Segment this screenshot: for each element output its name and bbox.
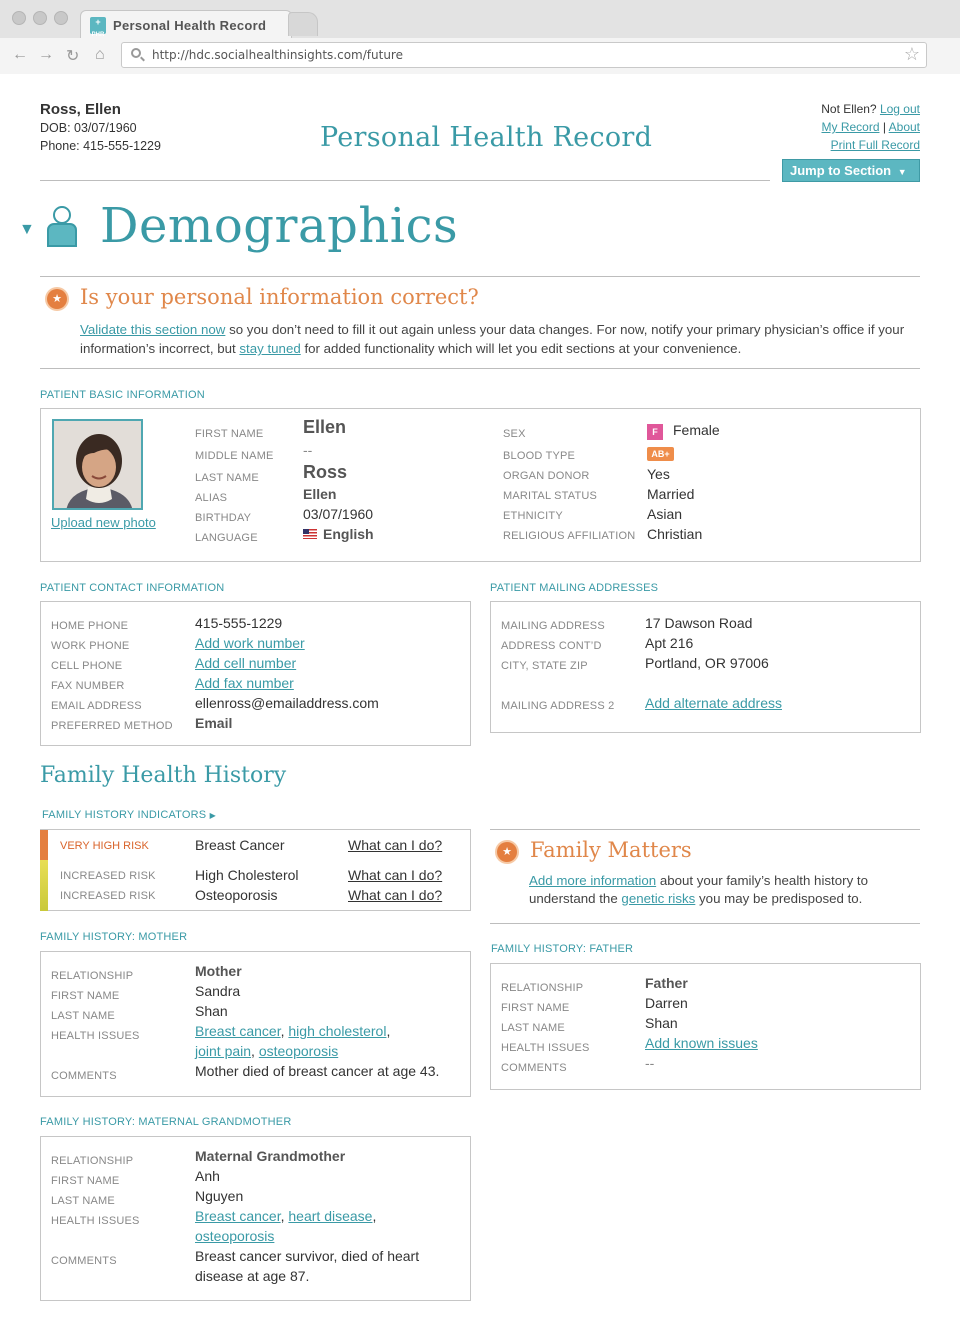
- contact-heading: PATIENT CONTACT INFORMATION: [40, 582, 225, 594]
- add-alternate-address-link[interactable]: Add alternate address: [645, 695, 782, 711]
- patient-photo: [52, 419, 143, 510]
- risk-level: INCREASED RISK: [60, 890, 156, 902]
- issue-link[interactable]: heart disease: [288, 1208, 373, 1224]
- mailing-values: [645, 613, 782, 713]
- issue-link[interactable]: osteoporosis: [258, 1043, 339, 1059]
- email-value: ellenross@emailaddress.com: [195, 695, 379, 711]
- notice-body: [80, 320, 930, 358]
- organ-donor-value: Yes: [647, 466, 670, 482]
- forward-arrow-icon[interactable]: →: [38, 46, 54, 63]
- preferred-method-value: Email: [195, 715, 233, 731]
- comments-label: COMMENTS: [51, 1255, 117, 1267]
- risk-condition: Osteoporosis: [195, 887, 278, 903]
- chevron-right-icon: ▶: [209, 811, 216, 820]
- add-known-issues-link[interactable]: Add known issues: [645, 1035, 758, 1051]
- contact-labels: [51, 616, 173, 736]
- contact-values: [195, 613, 379, 733]
- section-title: Demographics: [100, 198, 459, 254]
- birthday-label: BIRTHDAY: [195, 512, 252, 524]
- window-close-button[interactable]: [12, 11, 26, 25]
- add-work-number-link[interactable]: Add work number: [195, 635, 305, 651]
- health-issues-label: HEALTH ISSUES: [51, 1030, 140, 1042]
- father-heading: FAMILY HISTORY: FATHER: [491, 943, 634, 955]
- contact-card: [40, 601, 471, 746]
- relationship-label: RELATIONSHIP: [51, 970, 134, 982]
- father-labels: [501, 978, 590, 1078]
- first-name-label: FIRST NAME: [51, 1175, 120, 1187]
- sex-value: [647, 422, 897, 444]
- grandmother-heading: FAMILY HISTORY: MATERNAL GRANDMOTHER: [40, 1116, 292, 1128]
- address-bar[interactable]: [121, 42, 927, 68]
- comments-label: COMMENTS: [51, 1070, 117, 1082]
- marital-status-label: MARITAL STATUS: [503, 490, 598, 502]
- what-can-i-do-link[interactable]: What can I do?: [348, 887, 443, 903]
- tab-title: Personal Health Record: [113, 18, 267, 33]
- last-name-value: Shan: [195, 1003, 228, 1019]
- father-card: [490, 963, 921, 1090]
- collapse-triangle-icon[interactable]: ▼: [19, 221, 35, 238]
- bookmark-star-icon[interactable]: ☆: [903, 44, 920, 64]
- language-value: [303, 526, 503, 546]
- what-can-i-do-link[interactable]: What can I do?: [348, 837, 443, 853]
- what-can-i-do-link[interactable]: What can I do?: [348, 867, 443, 883]
- my-record-link[interactable]: My Record: [821, 120, 880, 134]
- grandmother-labels: [51, 1151, 140, 1271]
- sex-label: SEX: [503, 428, 526, 440]
- health-issues-label: HEALTH ISSUES: [501, 1042, 590, 1054]
- last-name-value: Shan: [645, 1015, 678, 1031]
- mailing-heading: PATIENT MAILING ADDRESSES: [490, 582, 659, 594]
- add-cell-number-link[interactable]: Add cell number: [195, 655, 297, 671]
- about-link[interactable]: About: [888, 120, 920, 134]
- url-text: http://hdc.socialhealthinsights.com/future: [152, 48, 403, 62]
- browser-chrome: [0, 0, 960, 74]
- indicators-heading-text: FAMILY HISTORY INDICATORS: [42, 809, 207, 821]
- comments-value-line-1: Breast cancer survivor, died of heart: [195, 1248, 420, 1264]
- cell-phone-label: CELL PHONE: [51, 660, 123, 672]
- basic-values-col1: [303, 417, 503, 546]
- notice-divider: [40, 368, 920, 369]
- comments-value: --: [645, 1055, 655, 1071]
- risk-condition: Breast Cancer: [195, 837, 285, 853]
- print-row: [720, 138, 920, 152]
- jump-to-section-button[interactable]: [782, 159, 920, 182]
- basic-info-heading: PATIENT BASIC INFORMATION: [40, 389, 205, 401]
- mailing-address-value: 17 Dawson Road: [645, 615, 753, 631]
- organ-donor-label: ORGAN DONOR: [503, 470, 590, 482]
- patient-dob: DOB: 03/07/1960: [40, 121, 137, 135]
- ethnicity-value: Asian: [647, 506, 683, 522]
- search-icon: [131, 48, 141, 58]
- fax-label: FAX NUMBER: [51, 680, 125, 692]
- add-more-info-link[interactable]: Add more information: [529, 873, 657, 888]
- record-links: [720, 120, 920, 134]
- home-phone-label: HOME PHONE: [51, 620, 129, 632]
- alias-value: Ellen: [303, 486, 337, 502]
- header-divider: [40, 180, 770, 181]
- star-icon: ★: [47, 289, 67, 309]
- relationship-label: RELATIONSHIP: [51, 1155, 134, 1167]
- logout-link[interactable]: Log out: [879, 102, 920, 116]
- family-history-title: Family Health History: [40, 763, 287, 788]
- mother-labels: [51, 966, 140, 1086]
- first-name-label: FIRST NAME: [51, 990, 120, 1002]
- religion-label: RELIGIOUS AFFILIATION: [503, 530, 636, 542]
- upload-photo-link[interactable]: Upload new photo: [51, 515, 156, 530]
- print-full-record-link[interactable]: Print Full Record: [830, 138, 920, 152]
- mailing-card: [490, 601, 921, 733]
- health-issues-label: HEALTH ISSUES: [51, 1215, 140, 1227]
- link-separator: |: [882, 120, 886, 134]
- star-icon: ★: [497, 842, 517, 862]
- reload-icon[interactable]: ↻: [66, 48, 80, 65]
- matters-top-divider: [490, 829, 920, 830]
- window-maximize-button[interactable]: [54, 11, 68, 25]
- last-name-label: LAST NAME: [195, 472, 259, 484]
- browser-toolbar: [0, 38, 960, 74]
- alias-label: ALIAS: [195, 492, 228, 504]
- email-label: EMAIL ADDRESS: [51, 700, 142, 712]
- blood-type-badge: AB+: [647, 447, 674, 461]
- home-icon[interactable]: ⌂: [95, 46, 105, 63]
- address-contd-value: Apt 216: [645, 635, 694, 651]
- risk-level: INCREASED RISK: [60, 870, 156, 882]
- first-name-value: Ellen: [303, 417, 347, 437]
- basic-labels-col2: [503, 424, 635, 546]
- chevron-down-icon: ▼: [897, 167, 907, 177]
- matters-text-1: about your family’s health history to understand the: [529, 873, 868, 906]
- notice-title: Is your personal information correct?: [80, 285, 479, 309]
- matters-bottom-divider: [490, 923, 920, 924]
- section-divider: [40, 276, 920, 277]
- issue-link[interactable]: osteoporosis: [195, 1228, 275, 1244]
- preferred-method-label: PREFERRED METHOD: [51, 720, 173, 732]
- grandmother-card: [40, 1136, 471, 1301]
- last-name-label: LAST NAME: [501, 1022, 565, 1034]
- address-contd-label: ADDRESS CONT’D: [501, 640, 602, 652]
- middle-name-value: --: [303, 442, 313, 458]
- mother-values: Mother Sandra Shan Breast cancer, high cholesterol, joint pain, osteoporosis Mother died of breast cancer at age 43.: [195, 963, 440, 1079]
- mother-card: [40, 951, 471, 1097]
- account-links: [720, 102, 920, 116]
- phr-favicon-icon: + PHR: [91, 17, 105, 38]
- new-tab-button[interactable]: [288, 12, 318, 36]
- matters-text-2: you may be predisposed to.: [695, 891, 863, 906]
- issue-link[interactable]: Breast cancer: [195, 1208, 281, 1224]
- relationship-value: Mother: [195, 963, 242, 979]
- window-minimize-button[interactable]: [33, 11, 47, 25]
- risk-bar-increased: [40, 860, 48, 911]
- mailing-address-label: MAILING ADDRESS: [501, 620, 605, 632]
- stay-tuned-link[interactable]: stay tuned: [239, 341, 301, 356]
- language-text: English: [323, 526, 374, 542]
- first-name-value: Anh: [195, 1168, 220, 1184]
- religion-value: Christian: [647, 526, 703, 542]
- add-fax-number-link[interactable]: Add fax number: [195, 675, 294, 691]
- work-phone-label: WORK PHONE: [51, 640, 130, 652]
- app-title: Personal Health Record: [320, 122, 653, 153]
- birthday-value: 03/07/1960: [303, 506, 374, 522]
- relationship-value: Maternal Grandmother: [195, 1148, 346, 1164]
- patient-phone: Phone: 415-555-1229: [40, 139, 161, 153]
- blood-type-value: [647, 444, 897, 466]
- relationship-label: RELATIONSHIP: [501, 982, 584, 994]
- mailing-address-2-label: MAILING ADDRESS 2: [501, 700, 615, 712]
- mother-heading: FAMILY HISTORY: MOTHER: [40, 931, 188, 943]
- risk-condition: High Cholesterol: [195, 867, 299, 883]
- issue-link[interactable]: joint pain: [195, 1043, 252, 1059]
- patient-name: Ross, Ellen: [40, 101, 121, 118]
- grandmother-values: Maternal Grandmother Anh Nguyen Breast cancer, heart disease, osteoporosis Breast cancer survivor, died of heart disease at age 87.: [195, 1148, 420, 1284]
- notice-text-2: for added functionality which will let you edit sections at your convenience.: [300, 341, 742, 356]
- family-matters-title: Family Matters: [530, 838, 692, 862]
- person-icon: [46, 206, 78, 248]
- language-label: LANGUAGE: [195, 532, 258, 544]
- notice-text-1: so you don’t need to fill it out again unless your data changes. For now, notify your primary physician’s office if your information’s incorrect, but: [80, 322, 905, 356]
- sex-badge: F: [647, 424, 663, 440]
- ethnicity-label: ETHNICITY: [503, 510, 563, 522]
- last-name-label: LAST NAME: [51, 1195, 115, 1207]
- basic-values-col2: [647, 422, 897, 546]
- city-state-zip-value: Portland, OR 97006: [645, 655, 769, 671]
- home-phone-value: 415-555-1229: [195, 615, 283, 631]
- us-flag-icon: [303, 529, 317, 539]
- comments-value-line-2: disease at age 87.: [195, 1268, 310, 1284]
- risk-level: VERY HIGH RISK: [60, 840, 149, 852]
- family-indicators-heading[interactable]: [42, 809, 216, 821]
- issue-link[interactable]: Breast cancer: [195, 1023, 281, 1039]
- last-name-label: LAST NAME: [51, 1010, 115, 1022]
- city-state-zip-label: CITY, STATE ZIP: [501, 660, 588, 672]
- basic-labels-col1: [195, 424, 274, 548]
- comments-label: COMMENTS: [501, 1062, 567, 1074]
- browser-tab[interactable]: [80, 10, 292, 38]
- back-arrow-icon[interactable]: ←: [12, 46, 28, 63]
- first-name-value: Darren: [645, 995, 688, 1011]
- father-values: [645, 973, 758, 1073]
- issue-link[interactable]: high cholesterol: [288, 1023, 387, 1039]
- risk-indicators-table: [40, 829, 471, 911]
- last-name-value: Ross: [303, 462, 348, 482]
- first-name-label: FIRST NAME: [501, 1002, 570, 1014]
- first-name-value: Sandra: [195, 983, 241, 999]
- basic-info-card: [40, 408, 921, 562]
- mailing-labels: [501, 616, 614, 716]
- sex-text: Female: [673, 422, 720, 438]
- blood-type-label: BLOOD TYPE: [503, 450, 576, 462]
- family-matters-body: [529, 872, 924, 908]
- comments-value: Mother died of breast cancer at age 43.: [195, 1063, 440, 1079]
- not-user-text: Not Ellen?: [821, 102, 877, 116]
- marital-status-value: Married: [647, 486, 695, 502]
- first-name-label: FIRST NAME: [195, 428, 264, 440]
- risk-bar-very-high: [40, 830, 48, 860]
- validate-section-link[interactable]: Validate this section now: [80, 322, 226, 337]
- last-name-value: Nguyen: [195, 1188, 244, 1204]
- middle-name-label: MIDDLE NAME: [195, 450, 274, 462]
- relationship-value: Father: [645, 975, 688, 991]
- genetic-risks-link[interactable]: genetic risks: [621, 891, 696, 906]
- jump-label: Jump to Section: [790, 163, 892, 178]
